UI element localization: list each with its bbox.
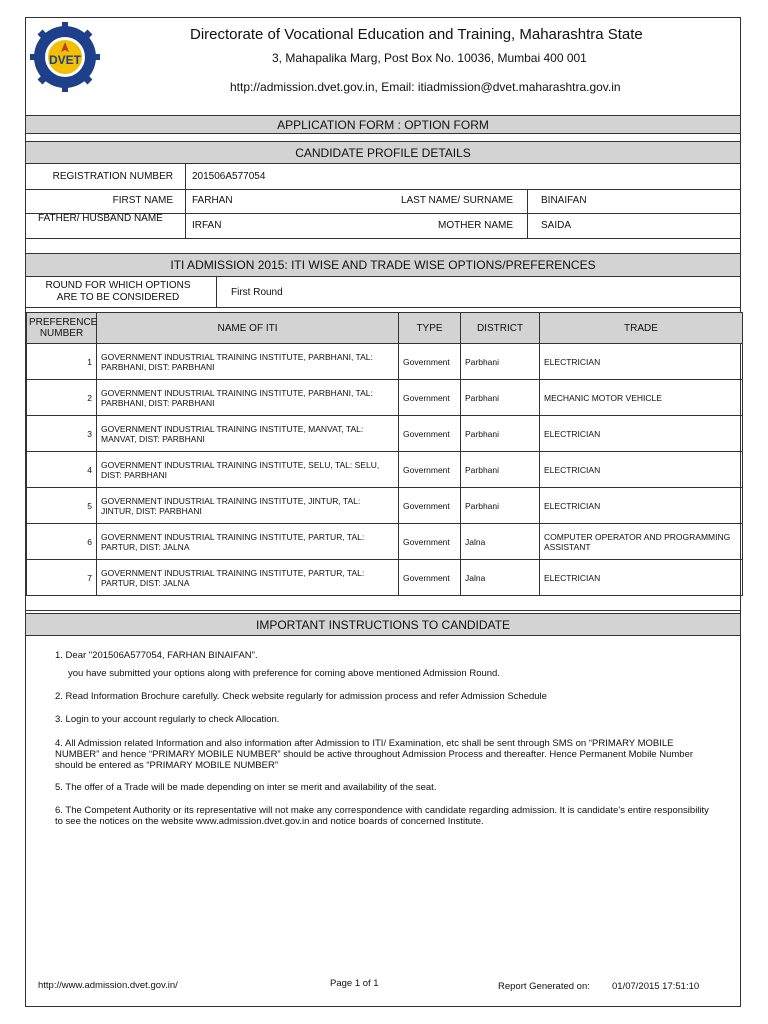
header-address: 3, Mahapalika Marg, Post Box No. 10036, Mumbai 400 001	[272, 51, 587, 65]
iti-district: Parbhani	[461, 344, 540, 380]
father-name-label: FATHER/ HUSBAND NAME	[38, 213, 163, 224]
iti-name: GOVERNMENT INDUSTRIAL TRAINING INSTITUTE, PARTUR, TAL: PARTUR, DIST: JALNA	[97, 560, 399, 596]
footer-report-label: Report Generated on:	[498, 981, 590, 992]
table-row	[27, 560, 743, 596]
instruction-1-detail: you have submitted your options along with preference for coming above mentioned Admission Round.	[68, 668, 500, 679]
iti-name: GOVERNMENT INDUSTRIAL TRAINING INSTITUTE, JINTUR, TAL: JINTUR, DIST: PARBHANI	[97, 488, 399, 524]
iti-trade: ELECTRICIAN	[540, 488, 743, 524]
preference-number: 7	[27, 560, 97, 596]
col-district: DISTRICT	[461, 313, 540, 344]
footer-page-number: Page 1 of 1	[330, 978, 379, 989]
admission-section-band	[26, 253, 740, 277]
col-name-of-iti: NAME OF ITI	[97, 313, 399, 344]
iti-trade: ELECTRICIAN	[540, 560, 743, 596]
header-web-email: http://admission.dvet.gov.in, Email: itiadmission@dvet.maharashtra.gov.in	[230, 80, 621, 94]
table-row	[27, 488, 743, 524]
profile-section-band	[26, 141, 740, 164]
col-trade: TRADE	[540, 313, 743, 344]
preference-number: 3	[27, 416, 97, 452]
iti-trade: ELECTRICIAN	[540, 344, 743, 380]
mother-name-value: SAIDA	[541, 220, 572, 231]
profile-section-title: CANDIDATE PROFILE DETAILS	[295, 146, 471, 160]
instruction-4: 4. All Admission related Information and also information after Admission to ITI/ Examination, etc shall be sent through SMS on “PRIMARY MOBILE NUMBER” and hence “PRIMARY MOBILE NUMBER” should be active throughout Admission Process and thereafter. Hence Permanent Mobile Number should be entered as “PRIMARY MOBILE NUMBER”	[55, 738, 694, 771]
col-preference-number: PREFERENCE NUMBER	[27, 313, 97, 344]
iti-district: Jalna	[461, 524, 540, 560]
admission-section-title: ITI ADMISSION 2015: ITI WISE AND TRADE WISE OPTIONS/PREFERENCES	[170, 258, 596, 272]
footer-report-timestamp: 01/07/2015 17:51:10	[612, 981, 700, 992]
divider	[26, 610, 740, 611]
registration-value: 201506A577054	[192, 171, 266, 182]
last-name-label: LAST NAME/ SURNAME	[400, 195, 513, 206]
iti-name: GOVERNMENT INDUSTRIAL TRAINING INSTITUTE, MANVAT, TAL: MANVAT, DIST: PARBHANI	[97, 416, 399, 452]
table-row	[27, 524, 743, 560]
table-row	[27, 344, 743, 380]
iti-name: GOVERNMENT INDUSTRIAL TRAINING INSTITUTE, PARBHANI, TAL: PARBHANI, DIST: PARBHANI	[97, 344, 399, 380]
registration-label: REGISTRATION NUMBER	[52, 171, 173, 182]
iti-district: Parbhani	[461, 380, 540, 416]
iti-district: Parbhani	[461, 416, 540, 452]
iti-type: Government	[399, 452, 461, 488]
table-row	[27, 380, 743, 416]
preference-number: 5	[27, 488, 97, 524]
last-name-value: BINAIFAN	[541, 195, 587, 206]
iti-district: Parbhani	[461, 452, 540, 488]
preference-number: 4	[27, 452, 97, 488]
instructions-section-title: IMPORTANT INSTRUCTIONS TO CANDIDATE	[255, 618, 511, 632]
iti-trade: ELECTRICIAN	[540, 416, 743, 452]
iti-trade: MECHANIC MOTOR VEHICLE	[540, 380, 743, 416]
preference-number: 1	[27, 344, 97, 380]
iti-name: GOVERNMENT INDUSTRIAL TRAINING INSTITUTE, PARBHANI, TAL: PARBHANI, DIST: PARBHANI	[97, 380, 399, 416]
iti-type: Government	[399, 560, 461, 596]
first-name-label: FIRST NAME	[112, 195, 173, 206]
instruction-5: 5. The offer of a Trade will be made depending on inter se merit and availability of the seat.	[55, 782, 437, 793]
iti-type: Government	[399, 488, 461, 524]
form-title: APPLICATION FORM : OPTION FORM	[277, 118, 489, 132]
header-title: Directorate of Vocational Education and Training, Maharashtra State	[190, 26, 643, 43]
round-value: First Round	[231, 287, 283, 298]
instruction-6: 6. The Competent Authority or its representative will not make any correspondence with candidate regarding admission. It is candidate’s entire responsibility to see the notices on the website www.admission.dvet.gov.in and notice boards of concerned Institute.	[55, 805, 709, 827]
iti-type: Government	[399, 524, 461, 560]
iti-name: GOVERNMENT INDUSTRIAL TRAINING INSTITUTE, PARTUR, TAL: PARTUR, DIST: JALNA	[97, 524, 399, 560]
instruction-1: 1. Dear "201506A577054, FARHAN BINAIFAN".	[55, 650, 258, 661]
table-row	[27, 452, 743, 488]
form-title-band	[26, 115, 740, 134]
options-table	[26, 312, 743, 596]
iti-district: Parbhani	[461, 488, 540, 524]
father-name-value: IRFAN	[192, 220, 222, 231]
divider	[527, 189, 528, 238]
divider	[26, 189, 740, 190]
table-row	[27, 416, 743, 452]
iti-trade: COMPUTER OPERATOR AND PROGRAMMING ASSISTANT	[540, 524, 743, 560]
divider	[216, 277, 217, 307]
first-name-value: FARHAN	[192, 195, 233, 206]
iti-type: Government	[399, 344, 461, 380]
instruction-3: 3. Login to your account regularly to check Allocation.	[55, 714, 280, 725]
round-label: ROUND FOR WHICH OPTIONS ARE TO BE CONSIDERED	[45, 280, 191, 303]
svg-text:DVET: DVET	[48, 53, 82, 67]
col-type: TYPE	[399, 313, 461, 344]
iti-trade: ELECTRICIAN	[540, 452, 743, 488]
mother-name-label: MOTHER NAME	[438, 220, 513, 231]
instruction-2: 2. Read Information Brochure carefully. Check website regularly for admission process and refer Admission Schedule	[55, 691, 547, 702]
iti-district: Jalna	[461, 560, 540, 596]
divider	[185, 164, 186, 238]
footer-url: http://www.admission.dvet.gov.in/	[38, 980, 178, 991]
preference-number: 6	[27, 524, 97, 560]
preference-number: 2	[27, 380, 97, 416]
table-header-row	[27, 313, 743, 344]
iti-type: Government	[399, 380, 461, 416]
dvet-logo	[30, 22, 100, 92]
iti-type: Government	[399, 416, 461, 452]
instructions-section-band	[26, 613, 740, 636]
divider	[26, 238, 740, 239]
iti-name: GOVERNMENT INDUSTRIAL TRAINING INSTITUTE, SELU, TAL: SELU, DIST: PARBHANI	[97, 452, 399, 488]
divider	[26, 307, 740, 308]
